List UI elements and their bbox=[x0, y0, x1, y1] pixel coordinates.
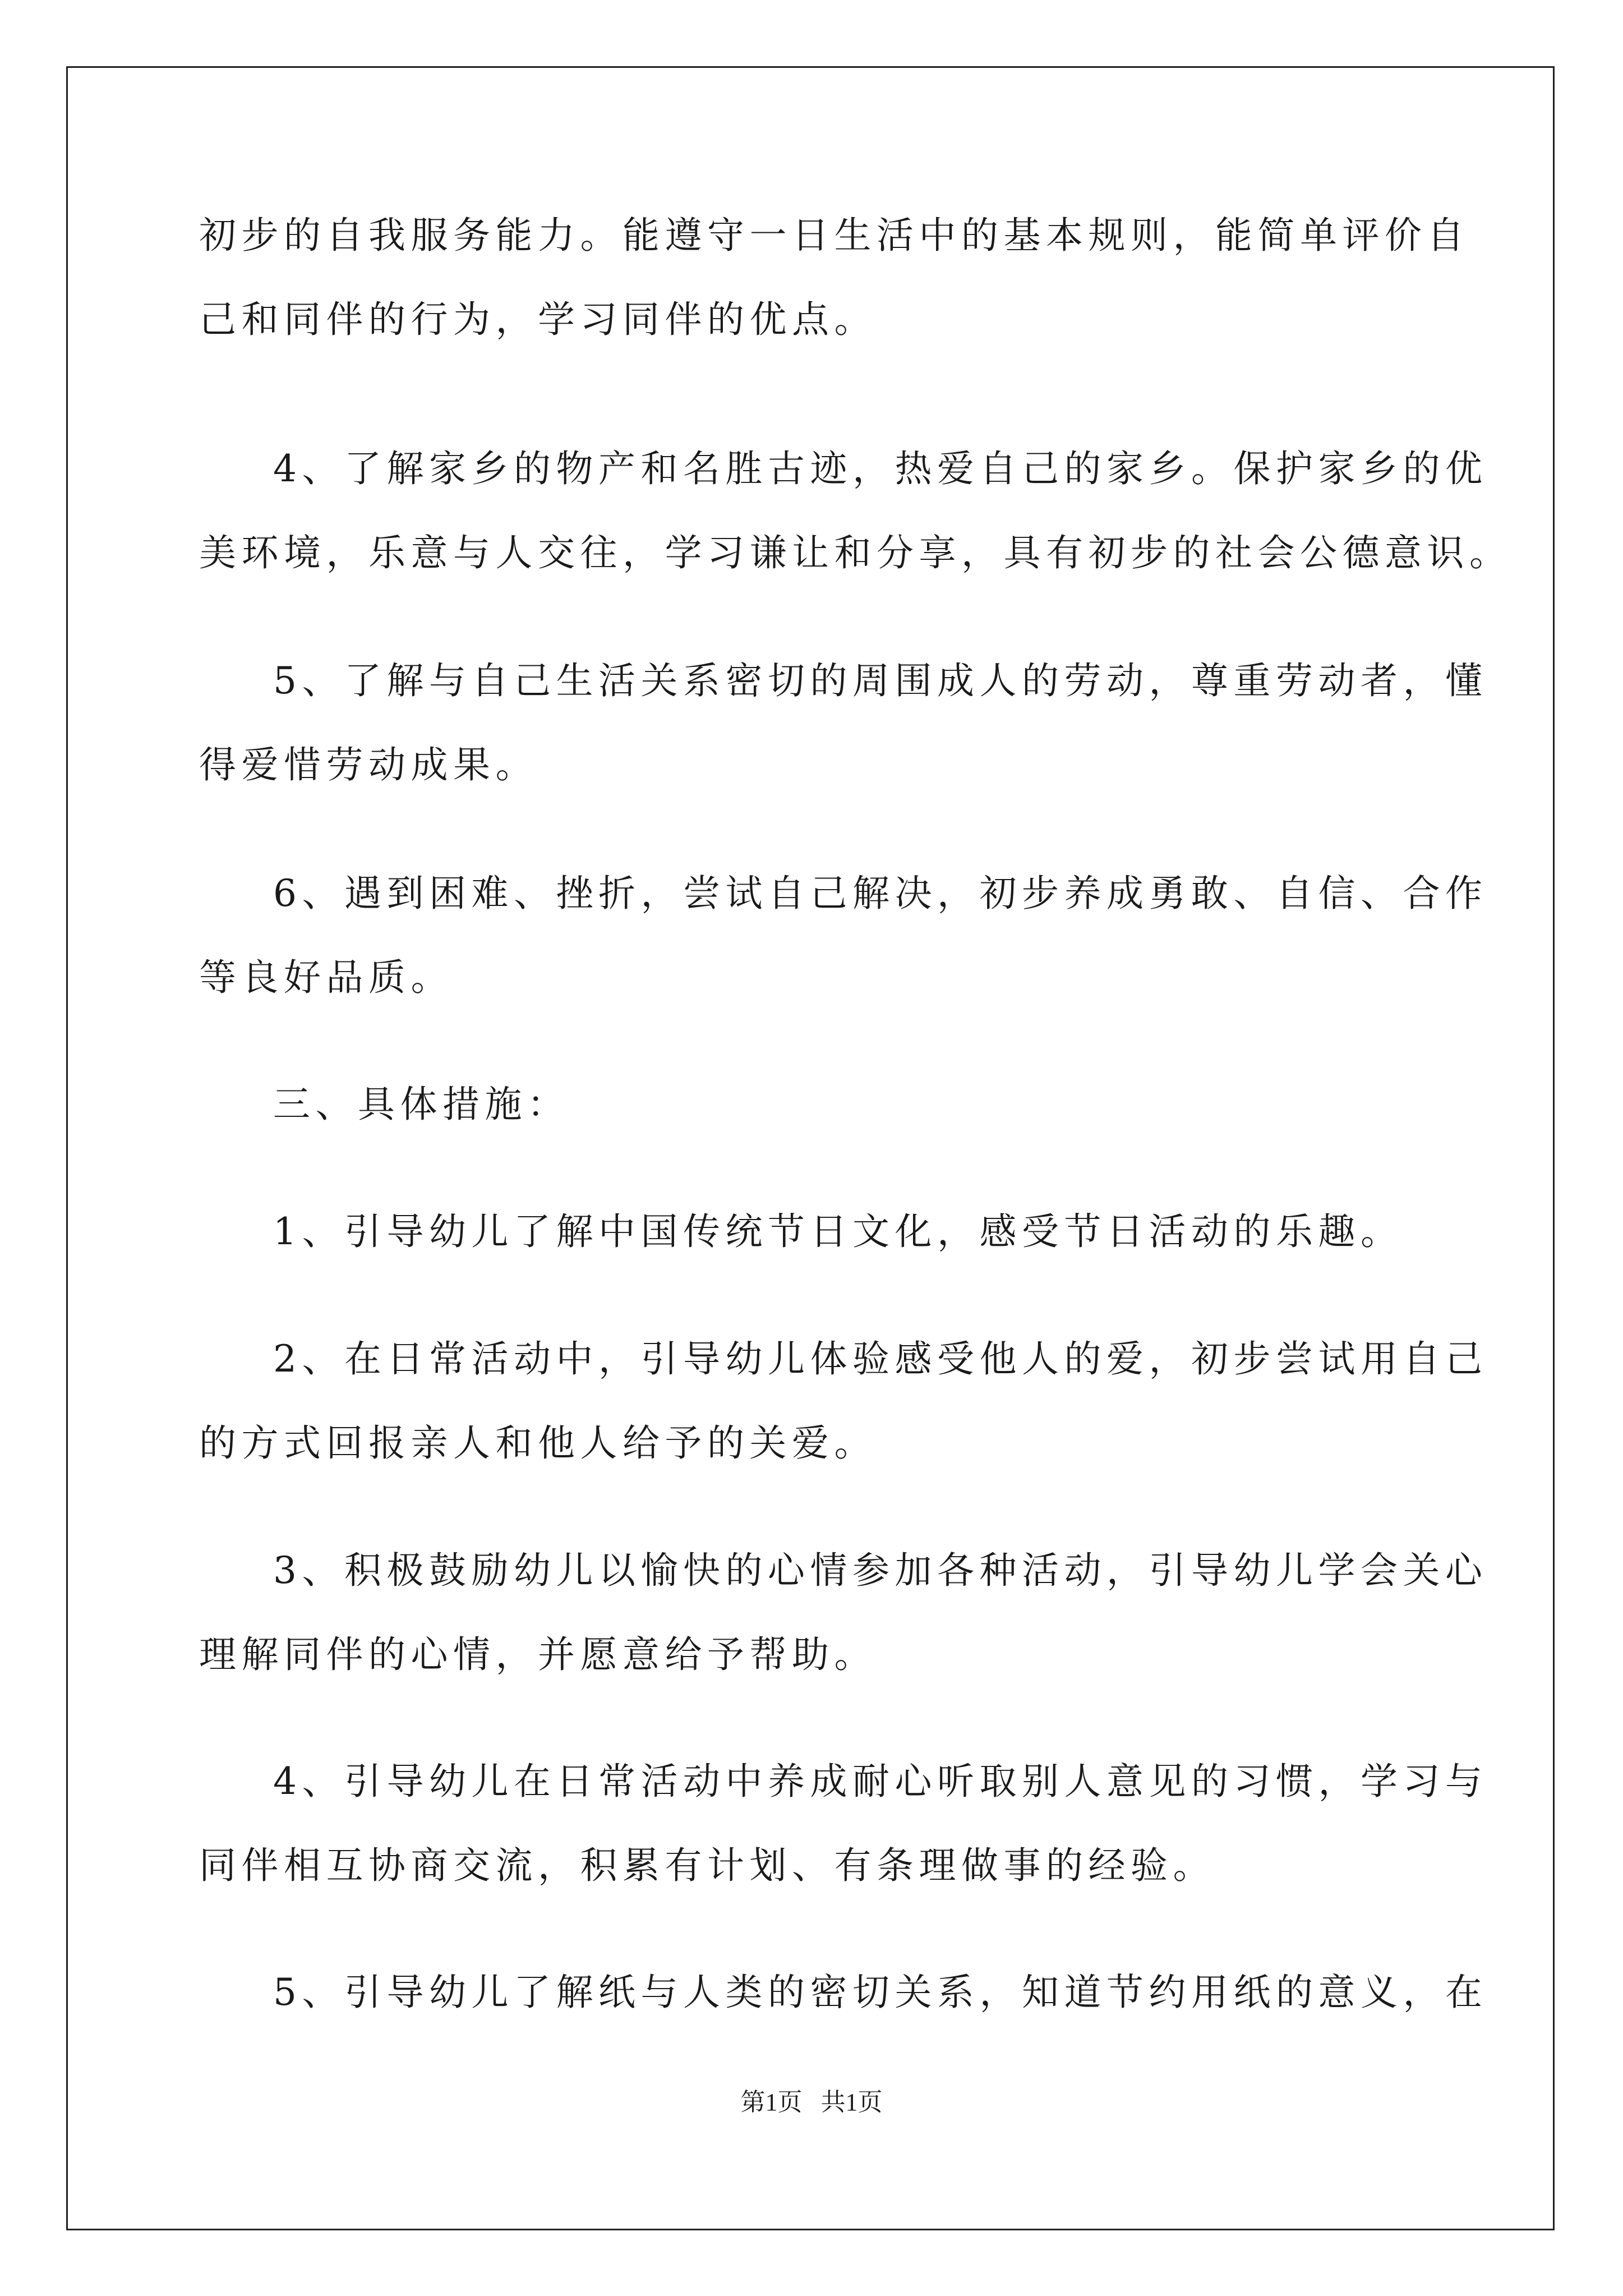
text-line: 理解同伴的心情，并愿意给予帮助。 bbox=[199, 1633, 877, 1676]
page-border bbox=[66, 66, 1555, 2230]
text-line: 4、了解家乡的物产和名胜古迹，热爱自己的家乡。保护家乡的优 bbox=[273, 447, 1488, 490]
section-heading: 三、具体措施： bbox=[273, 1083, 570, 1126]
text-line: 5、了解与自己生活关系密切的周围成人的劳动，尊重劳动者，懂 bbox=[273, 659, 1488, 702]
text-line: 初步的自我服务能力。能遵守一日生活中的基本规则，能简单评价自 bbox=[199, 214, 1469, 257]
text-line: 美环境，乐意与人交往，学习谦让和分享，具有初步的社会公德意识。 bbox=[199, 531, 1512, 574]
text-line: 6、遇到困难、挫折，尝试自己解决，初步养成勇敢、自信、合作 bbox=[273, 872, 1488, 915]
page-footer: 第1页 共1页 bbox=[740, 2088, 883, 2116]
text-line: 同伴相互协商交流，积累有计划、有条理做事的经验。 bbox=[199, 1844, 1215, 1887]
text-line: 1、引导幼儿了解中国传统节日文化，感受节日活动的乐趣。 bbox=[273, 1210, 1403, 1253]
text-line: 5、引导幼儿了解纸与人类的密切关系，知道节约用纸的意义，在 bbox=[273, 1971, 1488, 2014]
text-line: 4、引导幼儿在日常活动中养成耐心听取别人意见的习惯，学习与 bbox=[273, 1760, 1488, 1803]
text-line: 得爱惜劳动成果。 bbox=[199, 743, 538, 786]
text-line: 己和同伴的行为，学习同伴的优点。 bbox=[199, 298, 877, 341]
text-line: 的方式回报亲人和他人给予的关爱。 bbox=[199, 1421, 877, 1465]
text-line: 3、积极鼓励幼儿以愉快的心情参加各种活动，引导幼儿学会关心 bbox=[273, 1549, 1488, 1592]
text-line: 等良好品质。 bbox=[199, 956, 453, 999]
text-line: 2、在日常活动中，引导幼儿体验感受他人的爱，初步尝试用自己 bbox=[273, 1337, 1488, 1381]
